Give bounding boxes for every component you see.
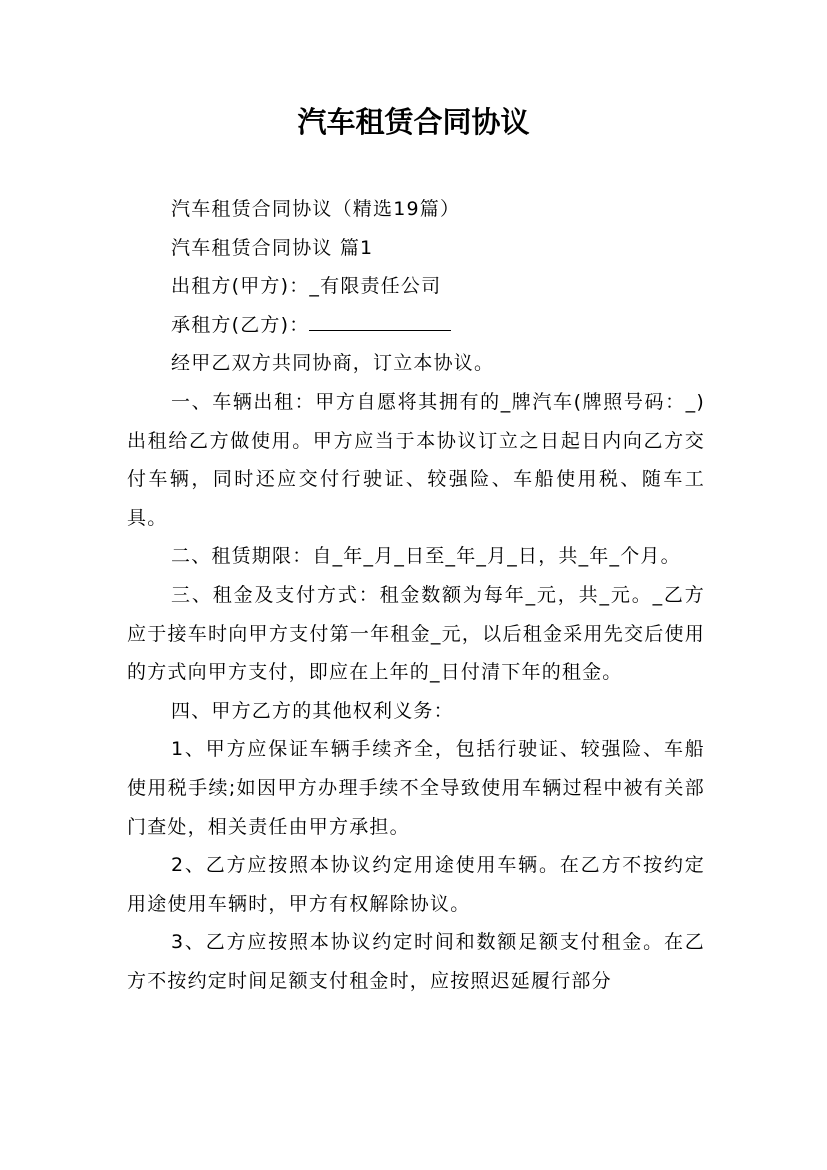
lessee-label: 承租方(乙方)： — [171, 313, 310, 336]
document-body — [127, 190, 705, 1000]
paragraph-item-3: 3、乙方应按照本协议约定时间和数额足额支付租金。在乙方不按约定时间足额支付租金时，应按照迟延履行部分 — [127, 931, 705, 992]
paragraph-item-2: 2、乙方应按照本协议约定用途使用车辆。在乙方不按约定用途使用车辆时，甲方有权解除协议。 — [127, 854, 705, 915]
paragraph-clause-1: 一、车辆出租：甲方自愿将其拥有的_牌汽车(牌照号码：_)出租给乙方做使用。甲方应当于本协议订立之日起日内向乙方交付车辆，同时还应交付行驶证、较强险、车船使用税、随车工具。 — [127, 390, 705, 529]
paragraph-lessee — [127, 306, 705, 345]
paragraph-clause-2: 二、租赁期限：自_年_月_日至_年_月_日，共_年_个月。 — [171, 545, 681, 568]
paragraph-clause-4: 四、甲方乙方的其他权利义务： — [171, 699, 454, 722]
paragraph-subtitle: 汽车租赁合同协议（精选19篇） — [171, 198, 461, 220]
document-title: 汽车租赁合同协议 — [297, 105, 530, 139]
lessee-blank-line — [309, 329, 451, 331]
paragraph-item-1: 1、甲方应保证车辆手续齐全，包括行驶证、较强险、车船使用税手续;如因甲方办理手续不全导致使用车辆过程中被有关部门查处，相关责任由甲方承担。 — [127, 738, 705, 838]
paragraph-section-heading: 汽车租赁合同协议 篇1 — [171, 236, 374, 259]
paragraph-clause-3: 三、租金及支付方式：租金数额为每年_元，共_元。_乙方应于接车时向甲方支付第一年租金_元，以后租金采用先交后使用的方式向甲方支付，即应在上年的_日付清下年的租金。 — [127, 583, 705, 684]
paragraph-agreement-intro: 经甲乙双方共同协商，订立本协议。 — [171, 352, 495, 375]
paragraph-lessor: 出租方(甲方)：_有限责任公司 — [171, 275, 442, 298]
